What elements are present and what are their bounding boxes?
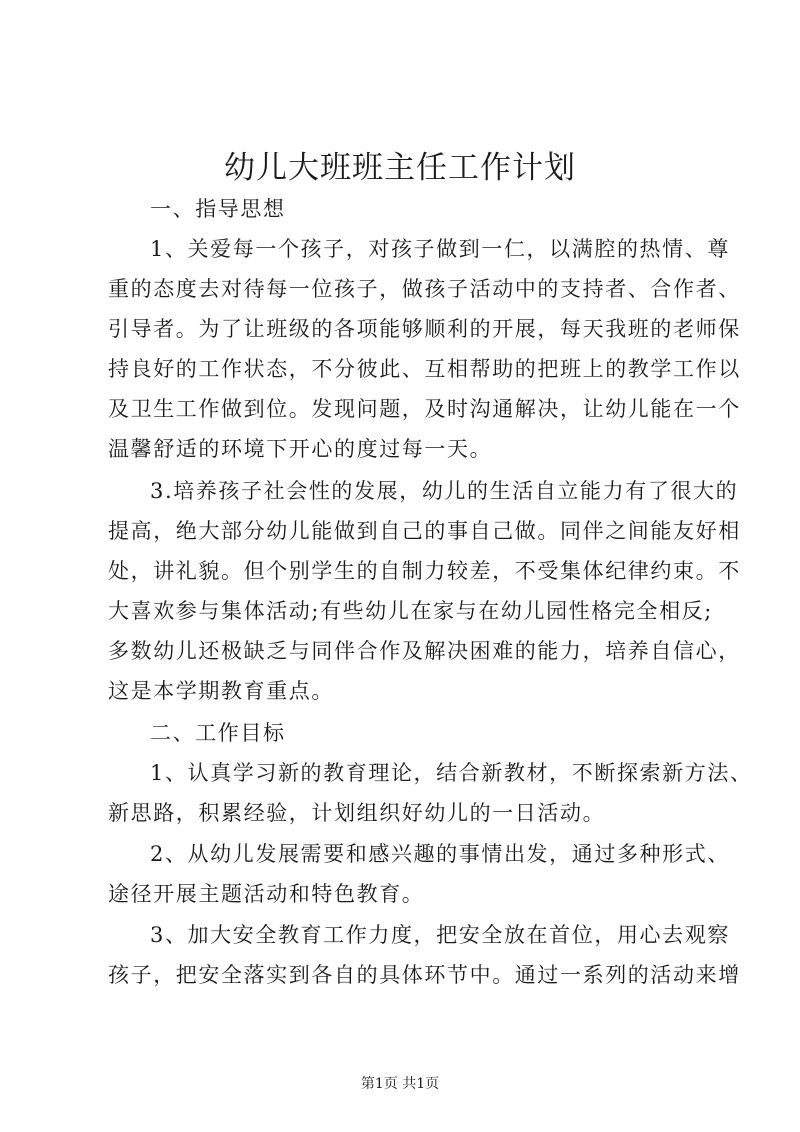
text-line: 多数幼儿还极缺乏与同伴合作及解决困难的能力，培养自信心， xyxy=(108,639,741,663)
text-line: 持良好的工作状态，不分彼此、互相帮助的把班上的教学工作以 xyxy=(108,357,741,381)
section-heading: 一、指导思想 xyxy=(150,197,286,221)
text-line: 提高，绝大部分幼儿能做到自己的事自己做。同伴之间能友好相 xyxy=(108,519,741,543)
text-line: 孩子，把安全落实到各自的具体环节中。通过一系列的活动来增 xyxy=(108,963,741,987)
text-line: 重的态度去对待每一位孩子，做孩子活动中的支持者、合作者、 xyxy=(108,277,741,301)
text-line: 及卫生工作做到位。发现问题，及时沟通解决，让幼儿能在一个 xyxy=(108,397,741,421)
text-line: 这是本学期教育重点。 xyxy=(108,679,334,703)
page-footer: 第1页 共1页 xyxy=(360,1076,440,1092)
text-line: 新思路，积累经验，计划组织好幼儿的一日活动。 xyxy=(108,801,606,825)
text-line: 3、加大安全教育工作力度，把安全放在首位，用心去观察 xyxy=(150,923,730,947)
section-heading: 二、工作目标 xyxy=(150,721,286,745)
text-line: 温馨舒适的环境下开心的度过每一天。 xyxy=(108,437,493,461)
text-line: 1、认真学习新的教育理论，结合新教材，不断探索新方法、 xyxy=(150,761,753,785)
text-line: 引导者。为了让班级的各项能够顺利的开展，每天我班的老师保 xyxy=(108,317,741,341)
document-title: 幼儿大班班主任工作计划 xyxy=(224,150,576,186)
text-line: 处，讲礼貌。但个别学生的自制力较差，不受集体纪律约束。不 xyxy=(108,559,741,583)
text-line: 途径开展主题活动和特色教育。 xyxy=(108,882,425,906)
text-line: 2、从幼儿发展需要和感兴趣的事情出发，通过多种形式、 xyxy=(150,842,730,866)
text-line: 1、关爱每一个孩子，对孩子做到一仁，以满腔的热情、尊 xyxy=(150,237,730,261)
text-line: 大喜欢参与集体活动;有些幼儿在家与在幼儿园性格完全相反; xyxy=(108,599,713,623)
text-line: 3.培养孩子社会性的发展，幼儿的生活自立能力有了很大的 xyxy=(150,479,739,503)
